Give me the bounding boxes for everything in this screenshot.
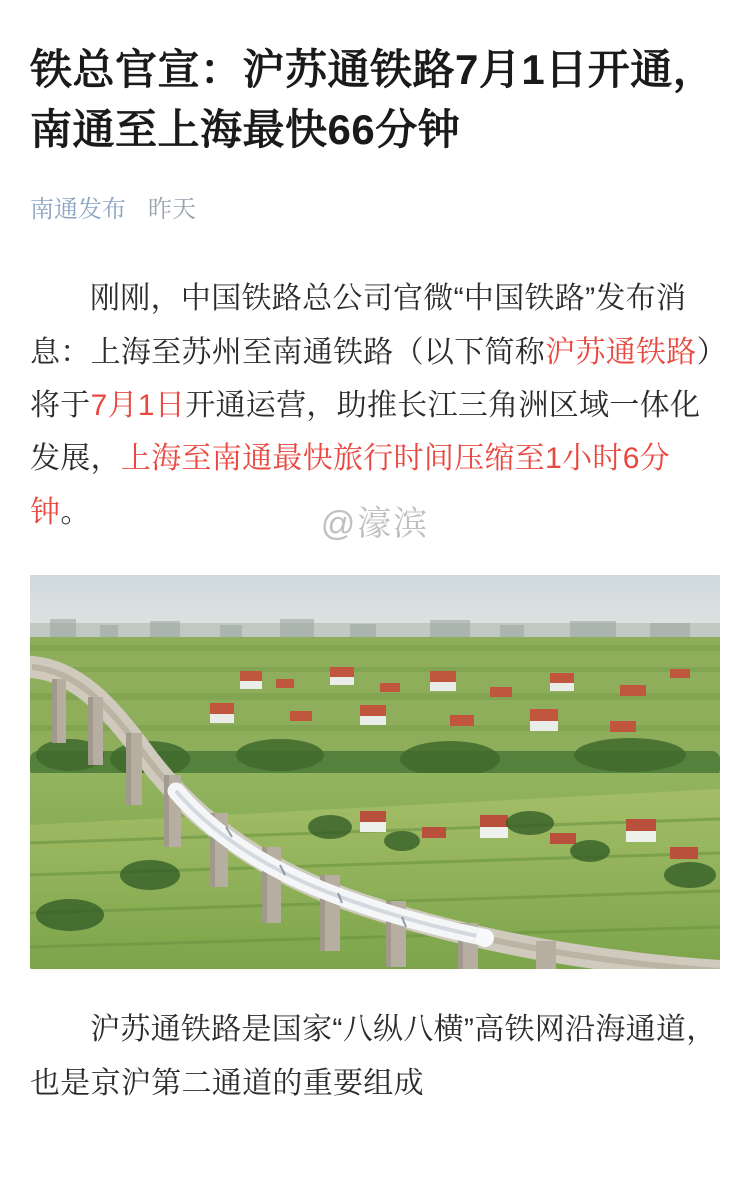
paragraph-1-highlight-1: 沪苏通铁路 xyxy=(545,335,697,369)
paragraph-1-highlight-3: 上海至南通最快旅行时间压缩至1小时6分钟 xyxy=(30,442,670,529)
watermark-text: @濠滨 xyxy=(320,505,430,544)
paragraph-1-seg-2: ）将于 xyxy=(30,335,712,423)
article-body xyxy=(30,272,720,544)
article-image xyxy=(30,575,720,969)
article-meta xyxy=(30,189,720,224)
paragraph-1-seg-1: 刚刚，中国铁路总公司官微“中国铁路”发布消息：上海至苏州至南通铁路（以下简称 xyxy=(30,282,687,369)
paragraph-1-seg-4: 。 xyxy=(60,495,91,529)
page-title: 铁总官宣：沪苏通铁路7月1日开通，南通至上海最快66分钟 xyxy=(30,46,716,153)
paragraph-1-highlight-2: 7月1日 xyxy=(90,389,186,423)
article-timestamp: 昨天 xyxy=(148,196,196,224)
paragraph-2: 沪苏通铁路是国家“八纵八横”高铁网沿海通道，也是京沪第二通道的重要组成 xyxy=(30,1013,717,1100)
paragraph-1 xyxy=(30,272,720,539)
article-source-link[interactable]: 南通发布 xyxy=(30,196,126,224)
paragraph-1-seg-3: 开通运营，助推长江三角洲区域一体化发展， xyxy=(30,389,701,476)
railway-landscape-illustration xyxy=(30,575,720,969)
